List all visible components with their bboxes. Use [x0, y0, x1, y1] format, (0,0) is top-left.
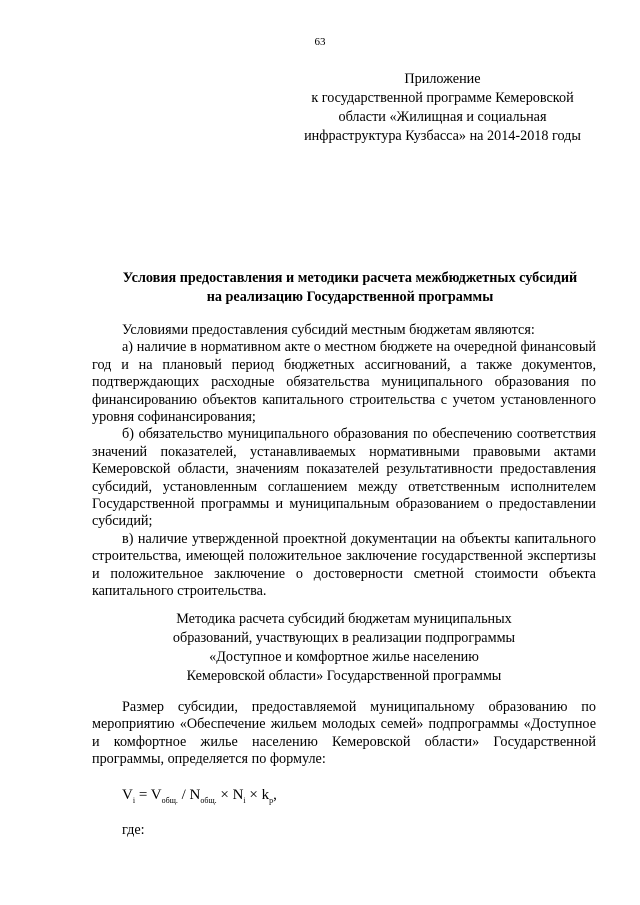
formula-sub-i-2: i [243, 796, 246, 805]
formula-k: k [261, 787, 270, 803]
formula-sub-p: р [269, 796, 274, 805]
page-number: 63 [314, 36, 326, 48]
formula-n-i: N [232, 787, 244, 803]
formula-eq: = [135, 787, 151, 803]
formula-n-total: N [189, 787, 201, 803]
appendix-line: Приложение [404, 71, 481, 87]
document-title [60, 269, 640, 307]
formula-slash: / [177, 787, 190, 803]
formula-times: × [216, 787, 233, 803]
where-label: где: [122, 822, 145, 838]
formula-sub-i: i [132, 796, 136, 805]
title-line: Условия предоставления и методики расчета межбюджетных субсидий [122, 270, 578, 286]
method-title-line: «Доступное и комфортное жилье населению [209, 649, 479, 665]
condition-item-a: а) наличие в нормативном акте о местном бюджете на очередной финансовый год и на плановый период бюджетных ассигнований, а также документов, подтверждающих расходные обязательства муниципального образования по финансированию объектов капитального строительства с учетом установленного уровня софинансирования; [92, 339, 596, 426]
formula-sub-obsh: общ. [161, 796, 178, 805]
method-title [92, 610, 596, 686]
formula-sub-obsh-2: общ. [200, 796, 217, 805]
formula-comma: , [273, 787, 277, 803]
condition-item-b: б) обязательство муниципального образования по обеспечению соответствия значений показателей, устанавливаемых нормативными правовыми актами Кемеровской области, значениям показателей результативности предоставления субсидий, установленным соглашением между ответственным исполнителем Государственной программы и муниципальным образованием о предоставлении субсидий; [92, 426, 596, 530]
title-line: на реализацию Государственной программы [206, 289, 494, 305]
formula-times-2: × [245, 787, 262, 803]
subsidy-formula [122, 787, 277, 805]
formula-v-total: V [150, 787, 162, 803]
subsidy-size-section [92, 699, 596, 769]
conditions-intro: Условиями предоставления субсидий местным бюджетам являются: [122, 322, 535, 338]
condition-item-c: в) наличие утвержденной проектной документации на объекты капитального строительства, имеющей положительное заключение государственной экспертизы и положительное заключение о достоверности сметной стоимости объекта капитального строительства. [92, 530, 596, 600]
method-title-line: образований, участвующих в реализации подпрограммы [172, 630, 516, 646]
subsidy-size-paragraph: Размер субсидии, предоставляемой муниципальному образованию по мероприятию «Обеспечение жильем молодых семей» подпрограммы «Доступное и комфортное жилье населению Кемеровской области» Государственной программы, определяется по формуле: [92, 699, 596, 768]
appendix-header [290, 70, 595, 146]
conditions-section [92, 322, 596, 601]
appendix-line: инфраструктура Кузбасса» на 2014-2018 годы [304, 128, 581, 144]
formula-v: V [122, 787, 133, 803]
method-title-line: Кемеровской области» Государственной программы [186, 668, 502, 684]
method-title-line: Методика расчета субсидий бюджетам муниципальных [176, 611, 512, 627]
appendix-line: области «Жилищная и социальная [338, 109, 547, 125]
appendix-line: к государственной программе Кемеровской [311, 90, 574, 106]
